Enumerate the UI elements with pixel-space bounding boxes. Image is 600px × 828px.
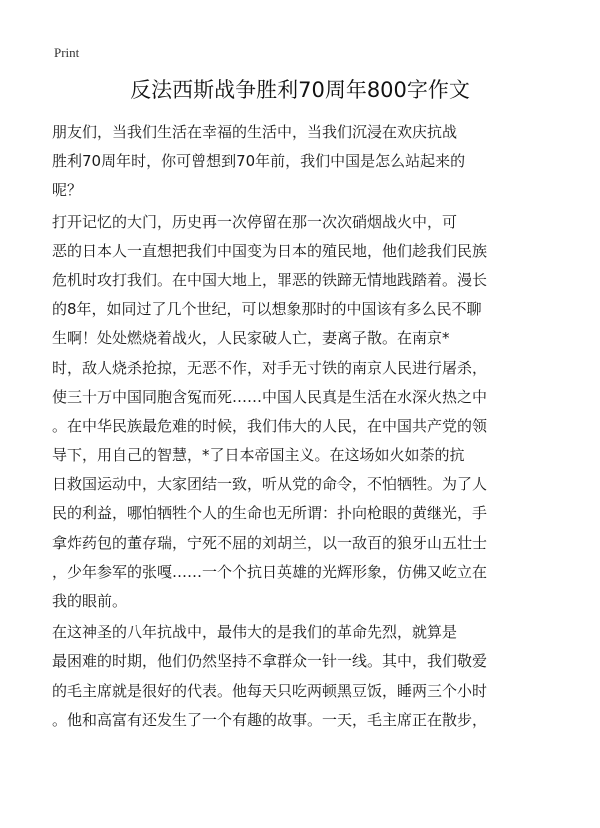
text-line: 最困难的时期，他们仍然坚持不拿群众一针一线。其中，我们敬爱	[52, 652, 488, 671]
document-body	[52, 118, 552, 735]
text-line: 使三十万中国同胞含冤而死……中国人民真是生活在水深火热之中	[52, 387, 488, 406]
text-line: 。他和高富有还发生了一个有趣的故事。一天，毛主席正在散步，	[52, 710, 488, 729]
text-line: 恶的日本人一直想把我们中国变为日本的殖民地，他们趁我们民族	[52, 241, 488, 260]
text-line: 的毛主席就是很好的代表。他每天只吃两顿黑豆饭，睡两三个小时	[52, 681, 488, 700]
text-line: 朋友们，当我们生活在幸福的生活中，当我们沉浸在欢庆抗战	[52, 123, 458, 141]
text-line: 时，敌人烧杀抢掠，无恶不作，对手无寸铁的南京人民进行屠杀，	[52, 358, 488, 377]
text-line: 导下，用自己的智慧，*了日本帝国主义。在这场如火如荼的抗	[52, 446, 465, 465]
text-line: 胜利70周年时，你可曾想到70年前，我们中国是怎么站起来的	[52, 152, 466, 171]
text-line: 打开记忆的大门，历史再一次停留在那一次次硝烟战火中，可	[52, 212, 458, 231]
text-line: ，少年参军的张嘎……一个个抗日英雄的光辉形象，仿佛又屹立在	[52, 562, 488, 581]
text-line: 日救国运动中，大家团结一致，听从党的命令，不怕牺牲。为了人	[52, 475, 488, 494]
document-title: 反法西斯战争胜利70周年800字作文	[130, 78, 470, 102]
text-line: 。在中华民族最危难的时候，我们伟大的人民，在中国共产党的领	[52, 416, 488, 435]
text-line: 我的眼前。	[52, 592, 128, 610]
text-line: 拿炸药包的董存瑞，宁死不屈的刘胡兰，以一敌百的狼牙山五壮士	[52, 533, 488, 552]
text-line: 危机时攻打我们。在中国大地上，罪恶的铁蹄无情地践踏着。漫长	[52, 270, 488, 289]
text-line: 民的利益，哪怕牺牲个人的生命也无所谓：扑向枪眼的黄继光，手	[52, 504, 488, 523]
text-line: 在这神圣的八年抗战中，最伟大的是我们的革命先烈，就算是	[52, 623, 458, 642]
text-line: 的8年，如同过了几个世纪，可以想象那时的中国该有多么民不聊	[52, 300, 482, 319]
print-label: Print	[54, 45, 80, 60]
text-line: 生啊！处处燃烧着战火，人民家破人亡，妻离子散。在南京*	[52, 329, 450, 348]
text-line: 呢？	[52, 181, 83, 200]
